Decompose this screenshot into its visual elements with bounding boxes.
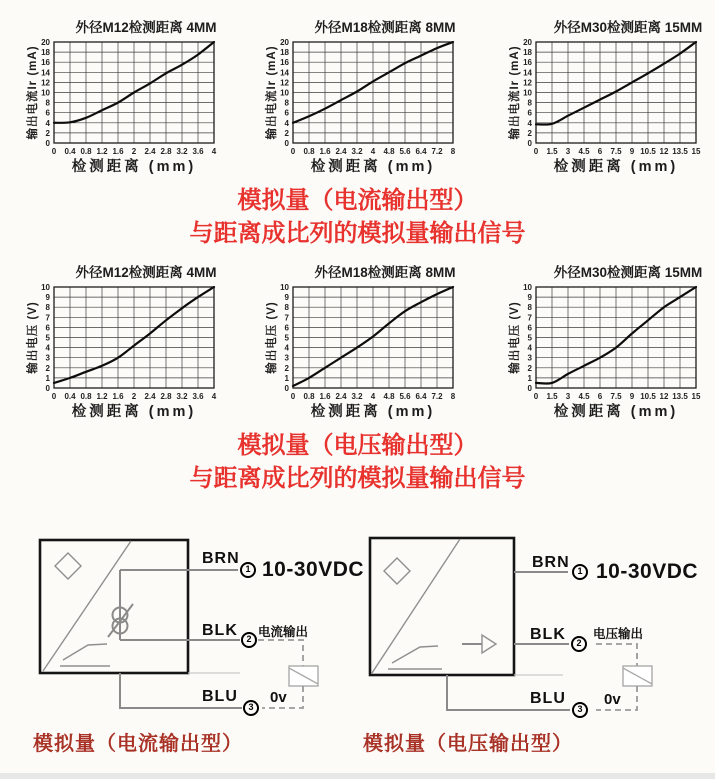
terminal-3: 3 bbox=[572, 702, 588, 718]
y-tick-label: 6 bbox=[527, 108, 532, 118]
x-tick-label: 1.6 bbox=[112, 392, 124, 401]
x-tick-label: 5.6 bbox=[399, 392, 411, 401]
y-tick-label: 16 bbox=[280, 58, 289, 68]
wire-label-blk: BLK bbox=[202, 622, 238, 639]
y-tick-label: 20 bbox=[280, 38, 289, 47]
y-tick-label: 16 bbox=[523, 58, 532, 68]
y-tick-label: 10 bbox=[41, 88, 50, 98]
y-tick-label: 14 bbox=[523, 68, 532, 78]
y-axis-label: 输出电流Ir (mA) bbox=[509, 45, 521, 140]
y-tick-label: 16 bbox=[41, 58, 50, 68]
x-tick-label: 1.2 bbox=[96, 147, 108, 156]
y-tick-label: 2 bbox=[284, 363, 289, 373]
diagonal-line bbox=[372, 539, 460, 673]
y-axis-label: 输出电压 (V) bbox=[27, 301, 39, 374]
y-tick-label: 8 bbox=[527, 98, 532, 108]
wire-label-brn: BRN bbox=[532, 554, 570, 571]
x-tick-label: 4 bbox=[370, 147, 376, 156]
x-tick-label: 0 bbox=[533, 147, 539, 156]
y-tick-label: 9 bbox=[45, 293, 50, 303]
x-tick-label: 6 bbox=[597, 392, 603, 401]
y-tick-label: 10 bbox=[41, 283, 50, 292]
chart-m30-voltage bbox=[500, 253, 715, 428]
x-axis-label: 检测距离 (mm) bbox=[553, 159, 679, 175]
y-tick-label: 7 bbox=[45, 313, 50, 323]
wire-label-brn: BRN bbox=[202, 550, 240, 567]
y-tick-label: 6 bbox=[45, 323, 50, 333]
diamond-icon bbox=[55, 553, 81, 579]
y-tick-label: 20 bbox=[41, 38, 50, 47]
y-tick-label: 7 bbox=[527, 313, 532, 323]
y-tick-label: 10 bbox=[280, 88, 289, 98]
y-tick-label: 0 bbox=[45, 139, 50, 148]
x-tick-label: 4.5 bbox=[578, 392, 590, 401]
chart-m30-current bbox=[500, 8, 715, 183]
x-tick-label: 6.4 bbox=[415, 392, 427, 401]
y-tick-label: 10 bbox=[280, 283, 289, 292]
x-tick-label: 3.2 bbox=[176, 392, 188, 401]
heading-analog-voltage-line2: 与距离成比列的模拟量输出信号 bbox=[189, 465, 526, 492]
y-tick-label: 6 bbox=[45, 108, 50, 118]
x-tick-label: 4.5 bbox=[578, 147, 590, 156]
terminal-2: 2 bbox=[241, 632, 257, 648]
output-type-label: 电流输出 bbox=[258, 625, 309, 639]
x-tick-label: 12 bbox=[659, 392, 669, 401]
chart-title: 外径M12检测距离 4MM bbox=[75, 20, 217, 35]
chart-svg bbox=[257, 253, 497, 428]
x-tick-label: 2.4 bbox=[144, 147, 156, 156]
y-tick-label: 8 bbox=[45, 303, 50, 313]
y-tick-label: 0 bbox=[284, 139, 289, 148]
x-tick-label: 0.8 bbox=[80, 392, 92, 401]
y-tick-label: 0 bbox=[527, 139, 532, 148]
x-tick-label: 1.6 bbox=[319, 147, 331, 156]
x-tick-label: 3.2 bbox=[351, 147, 363, 156]
wire-label-blk: BLK bbox=[530, 626, 566, 643]
x-tick-label: 2.4 bbox=[144, 392, 156, 401]
x-tick-label: 3.6 bbox=[192, 147, 204, 156]
x-axis-label: 检测距离 (mm) bbox=[310, 159, 436, 175]
x-tick-label: 3.2 bbox=[176, 147, 188, 156]
diagram-caption-current: 模拟量（电流输出型） bbox=[33, 733, 243, 755]
y-tick-label: 20 bbox=[523, 38, 532, 47]
x-tick-label: 0.8 bbox=[80, 147, 92, 156]
x-tick-label: 8 bbox=[450, 392, 456, 401]
x-tick-label: 13.5 bbox=[672, 392, 688, 401]
y-tick-label: 0 bbox=[45, 384, 50, 393]
y-tick-label: 6 bbox=[284, 108, 289, 118]
y-tick-label: 4 bbox=[45, 343, 50, 353]
x-tick-label: 4 bbox=[370, 392, 376, 401]
y-tick-label: 10 bbox=[523, 283, 532, 292]
x-tick-label: 9 bbox=[629, 392, 635, 401]
ramp-icon bbox=[392, 646, 438, 663]
x-tick-label: 2.4 bbox=[335, 392, 347, 401]
y-tick-label: 4 bbox=[45, 118, 50, 128]
x-tick-label: 4 bbox=[211, 392, 217, 401]
y-tick-label: 0 bbox=[527, 384, 532, 393]
terminal-2: 2 bbox=[571, 636, 587, 652]
x-tick-label: 0.4 bbox=[64, 392, 76, 401]
wiring-diagram-voltage bbox=[360, 530, 715, 765]
x-tick-label: 0 bbox=[533, 392, 539, 401]
x-tick-label: 8 bbox=[450, 147, 456, 156]
y-tick-label: 12 bbox=[523, 78, 532, 88]
output-type-label: 电压输出 bbox=[593, 627, 644, 641]
terminal-1: 1 bbox=[240, 562, 256, 578]
dashed-connector-top bbox=[258, 640, 303, 666]
x-tick-label: 7.5 bbox=[610, 147, 622, 156]
x-tick-label: 1.6 bbox=[112, 147, 124, 156]
y-tick-label: 4 bbox=[527, 343, 532, 353]
x-tick-label: 5.6 bbox=[399, 147, 411, 156]
x-tick-label: 7.2 bbox=[431, 392, 443, 401]
x-tick-label: 15 bbox=[691, 392, 701, 401]
x-tick-label: 1.6 bbox=[319, 392, 331, 401]
x-tick-label: 1.2 bbox=[96, 392, 108, 401]
y-tick-label: 8 bbox=[45, 98, 50, 108]
y-tick-label: 5 bbox=[284, 333, 289, 343]
supply-voltage-label: 10-30VDC bbox=[262, 558, 365, 581]
x-tick-label: 0.8 bbox=[303, 147, 315, 156]
x-tick-label: 0.8 bbox=[303, 392, 315, 401]
y-tick-label: 5 bbox=[45, 333, 50, 343]
y-tick-label: 4 bbox=[284, 343, 289, 353]
y-axis-label: 输出电流Ir (mA) bbox=[266, 45, 278, 140]
y-tick-label: 1 bbox=[284, 373, 289, 383]
chart-svg bbox=[500, 8, 715, 183]
chart-m12-voltage bbox=[18, 253, 258, 428]
y-axis-label: 输出电压 (V) bbox=[509, 301, 521, 374]
x-tick-label: 2 bbox=[131, 392, 137, 401]
x-tick-label: 12 bbox=[659, 147, 669, 156]
chart-svg bbox=[257, 8, 497, 183]
y-tick-label: 18 bbox=[523, 48, 532, 58]
dashed-connector-top bbox=[596, 644, 637, 666]
x-tick-label: 10.5 bbox=[640, 147, 656, 156]
x-tick-label: 0 bbox=[290, 147, 296, 156]
x-tick-label: 2.8 bbox=[160, 392, 172, 401]
y-tick-label: 8 bbox=[527, 303, 532, 313]
y-tick-label: 18 bbox=[41, 48, 50, 58]
chart-title: 外径M30检测距离 15MM bbox=[553, 20, 703, 35]
x-tick-label: 3.6 bbox=[192, 392, 204, 401]
x-tick-label: 0.4 bbox=[64, 147, 76, 156]
x-tick-label: 2 bbox=[131, 147, 137, 156]
heading-analog-current-line1: 模拟量（电流输出型） bbox=[237, 187, 478, 214]
heading-analog-voltage bbox=[0, 429, 715, 495]
chart-title: 外径M18检测距离 8MM bbox=[314, 265, 456, 280]
zero-volt-label: 0v bbox=[604, 691, 621, 708]
chart-svg bbox=[500, 253, 715, 428]
y-tick-label: 14 bbox=[280, 68, 289, 78]
y-tick-label: 3 bbox=[45, 353, 50, 363]
y-tick-label: 3 bbox=[284, 353, 289, 363]
x-tick-label: 15 bbox=[691, 147, 701, 156]
x-tick-label: 0 bbox=[51, 392, 57, 401]
y-axis-label: 输出电压 (V) bbox=[266, 301, 278, 374]
y-tick-label: 8 bbox=[284, 303, 289, 313]
x-tick-label: 7.2 bbox=[431, 147, 443, 156]
x-tick-label: 4 bbox=[211, 147, 217, 156]
wire-label-blu: BLU bbox=[530, 690, 566, 707]
heading-analog-current-line2: 与距离成比列的模拟量输出信号 bbox=[189, 220, 526, 247]
y-tick-label: 12 bbox=[280, 78, 289, 88]
x-tick-label: 1.5 bbox=[546, 147, 558, 156]
x-axis-label: 检测距离 (mm) bbox=[553, 404, 679, 420]
sensor-box bbox=[40, 540, 188, 673]
y-tick-label: 5 bbox=[527, 333, 532, 343]
x-tick-label: 7.5 bbox=[610, 392, 622, 401]
y-tick-label: 10 bbox=[523, 88, 532, 98]
x-tick-label: 1.5 bbox=[546, 392, 558, 401]
y-tick-label: 6 bbox=[284, 323, 289, 333]
y-tick-label: 6 bbox=[527, 323, 532, 333]
y-tick-label: 12 bbox=[41, 78, 50, 88]
diamond-icon bbox=[384, 558, 410, 584]
x-tick-label: 6 bbox=[597, 147, 603, 156]
chart-m12-current bbox=[18, 8, 258, 183]
terminal-1: 1 bbox=[572, 564, 588, 580]
x-tick-label: 3 bbox=[565, 392, 571, 401]
x-tick-label: 0 bbox=[290, 392, 296, 401]
x-tick-label: 10.5 bbox=[640, 392, 656, 401]
x-axis-label: 检测距离 (mm) bbox=[310, 404, 436, 420]
y-tick-label: 9 bbox=[527, 293, 532, 303]
x-tick-label: 0 bbox=[51, 147, 57, 156]
ramp-icon bbox=[63, 644, 107, 660]
x-tick-label: 6.4 bbox=[415, 147, 427, 156]
wire-label-blu: BLU bbox=[202, 688, 238, 705]
x-axis-label: 检测距离 (mm) bbox=[71, 404, 197, 420]
chart-title: 外径M30检测距离 15MM bbox=[553, 265, 703, 280]
y-tick-label: 2 bbox=[45, 363, 50, 373]
y-tick-label: 14 bbox=[41, 68, 50, 78]
supply-voltage-label: 10-30VDC bbox=[596, 560, 699, 583]
y-tick-label: 8 bbox=[284, 98, 289, 108]
x-tick-label: 13.5 bbox=[672, 147, 688, 156]
y-tick-label: 18 bbox=[280, 48, 289, 58]
x-tick-label: 9 bbox=[629, 147, 635, 156]
chart-m18-current bbox=[257, 8, 497, 183]
x-tick-label: 2.8 bbox=[160, 147, 172, 156]
y-tick-label: 2 bbox=[527, 363, 532, 373]
voltage-buffer-icon bbox=[462, 635, 496, 653]
y-tick-label: 3 bbox=[527, 353, 532, 363]
diagram-caption-voltage: 模拟量（电压输出型） bbox=[363, 733, 573, 755]
y-tick-label: 1 bbox=[45, 373, 50, 383]
diagonal-line bbox=[43, 541, 131, 671]
wiring-diagram-current bbox=[30, 530, 385, 765]
x-tick-label: 4.8 bbox=[383, 392, 395, 401]
x-tick-label: 2.4 bbox=[335, 147, 347, 156]
terminal-3: 3 bbox=[243, 700, 259, 716]
heading-analog-current bbox=[0, 184, 715, 250]
y-tick-label: 7 bbox=[284, 313, 289, 323]
bottom-bar bbox=[0, 773, 715, 779]
chart-svg bbox=[18, 8, 258, 183]
x-axis-label: 检测距离 (mm) bbox=[71, 159, 197, 175]
x-tick-label: 3.2 bbox=[351, 392, 363, 401]
sensor-box bbox=[370, 538, 514, 675]
y-tick-label: 1 bbox=[527, 373, 532, 383]
y-tick-label: 4 bbox=[527, 118, 532, 128]
y-tick-label: 2 bbox=[527, 128, 532, 138]
y-tick-label: 0 bbox=[284, 384, 289, 393]
chart-m18-voltage bbox=[257, 253, 497, 428]
y-tick-label: 2 bbox=[45, 128, 50, 138]
chart-title: 外径M18检测距离 8MM bbox=[314, 20, 456, 35]
zero-volt-label: 0v bbox=[270, 689, 287, 706]
x-tick-label: 3 bbox=[565, 147, 571, 156]
chart-title: 外径M12检测距离 4MM bbox=[75, 265, 217, 280]
x-tick-label: 4.8 bbox=[383, 147, 395, 156]
y-tick-label: 9 bbox=[284, 293, 289, 303]
y-tick-label: 2 bbox=[284, 128, 289, 138]
y-axis-label: 输出电流Ir (mA) bbox=[27, 45, 39, 140]
chart-svg bbox=[18, 253, 258, 428]
heading-analog-voltage-line1: 模拟量（电压输出型） bbox=[237, 432, 478, 459]
y-tick-label: 4 bbox=[284, 118, 289, 128]
